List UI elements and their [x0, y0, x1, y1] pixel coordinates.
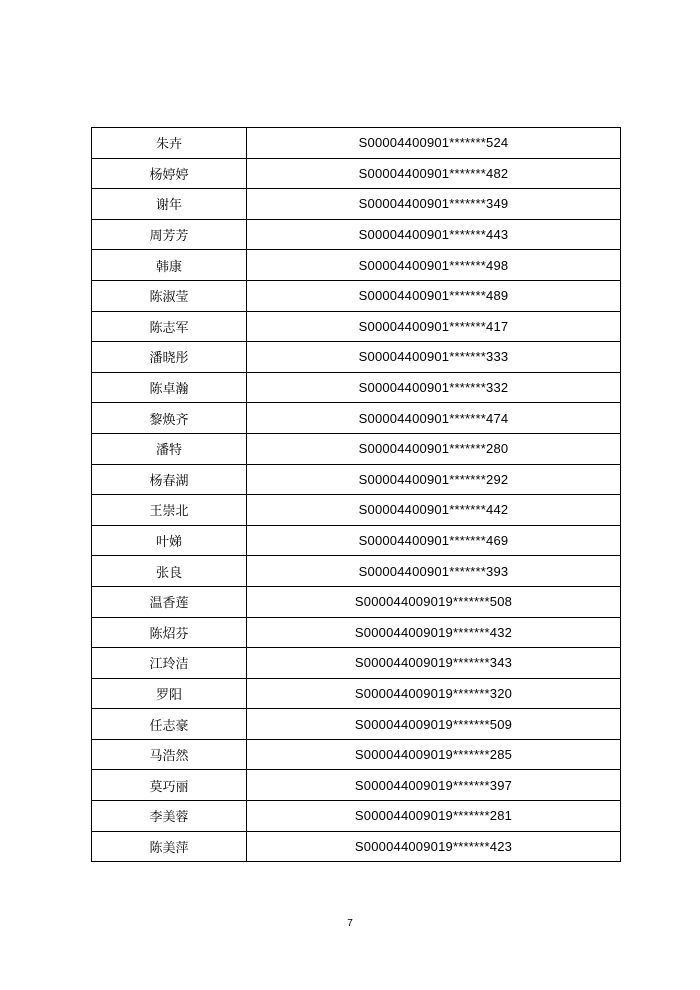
table-row	[92, 311, 621, 342]
table-row	[92, 739, 621, 770]
name-cell: 任志豪	[92, 709, 247, 740]
name-cell: 周芳芳	[92, 219, 247, 250]
name-cell: 陈卓瀚	[92, 372, 247, 403]
name-cell: 马浩然	[92, 739, 247, 770]
table-row	[92, 280, 621, 311]
table-row	[92, 128, 621, 159]
table-row	[92, 342, 621, 373]
table-row	[92, 556, 621, 587]
table-row	[92, 648, 621, 679]
table-row	[92, 678, 621, 709]
id-cell: S00004400901*******349	[247, 189, 621, 220]
roster-table-body	[92, 128, 621, 862]
table-row	[92, 158, 621, 189]
id-cell: S000044009019*******509	[247, 709, 621, 740]
id-cell: S00004400901*******469	[247, 525, 621, 556]
name-cell: 莫巧丽	[92, 770, 247, 801]
name-cell: 潘晓彤	[92, 342, 247, 373]
name-cell: 罗阳	[92, 678, 247, 709]
id-cell: S000044009019*******343	[247, 648, 621, 679]
table-row	[92, 464, 621, 495]
id-cell: S000044009019*******432	[247, 617, 621, 648]
id-cell: S00004400901*******333	[247, 342, 621, 373]
name-cell: 李美蓉	[92, 801, 247, 832]
name-cell: 张良	[92, 556, 247, 587]
id-cell: S00004400901*******524	[247, 128, 621, 159]
table-row	[92, 495, 621, 526]
name-cell: 叶娣	[92, 525, 247, 556]
roster-table	[91, 127, 621, 862]
id-cell: S000044009019*******281	[247, 801, 621, 832]
name-cell: 韩康	[92, 250, 247, 281]
name-cell: 杨春湖	[92, 464, 247, 495]
name-cell: 陈淑莹	[92, 280, 247, 311]
id-cell: S00004400901*******393	[247, 556, 621, 587]
name-cell: 黎焕齐	[92, 403, 247, 434]
table-row	[92, 617, 621, 648]
name-cell: 陈志军	[92, 311, 247, 342]
table-row	[92, 433, 621, 464]
id-cell: S00004400901*******498	[247, 250, 621, 281]
id-cell: S00004400901*******489	[247, 280, 621, 311]
id-cell: S000044009019*******397	[247, 770, 621, 801]
table-row	[92, 219, 621, 250]
id-cell: S00004400901*******443	[247, 219, 621, 250]
table-row	[92, 372, 621, 403]
table-row	[92, 586, 621, 617]
table-row	[92, 709, 621, 740]
id-cell: S000044009019*******285	[247, 739, 621, 770]
table-row	[92, 525, 621, 556]
name-cell: 朱卉	[92, 128, 247, 159]
name-cell: 谢年	[92, 189, 247, 220]
name-cell: 江玲洁	[92, 648, 247, 679]
table-row	[92, 770, 621, 801]
name-cell: 王崇北	[92, 495, 247, 526]
id-cell: S00004400901*******280	[247, 433, 621, 464]
id-cell: S00004400901*******292	[247, 464, 621, 495]
id-cell: S00004400901*******482	[247, 158, 621, 189]
page-number: 7	[347, 918, 353, 929]
name-cell: 陈美萍	[92, 831, 247, 862]
table-row	[92, 250, 621, 281]
table-row	[92, 831, 621, 862]
id-cell: S000044009019*******423	[247, 831, 621, 862]
id-cell: S00004400901*******417	[247, 311, 621, 342]
id-cell: S00004400901*******442	[247, 495, 621, 526]
table-row	[92, 801, 621, 832]
id-cell: S000044009019*******508	[247, 586, 621, 617]
table-row	[92, 403, 621, 434]
name-cell: 潘特	[92, 433, 247, 464]
name-cell: 温香莲	[92, 586, 247, 617]
id-cell: S00004400901*******474	[247, 403, 621, 434]
id-cell: S000044009019*******320	[247, 678, 621, 709]
table-row	[92, 189, 621, 220]
id-cell: S00004400901*******332	[247, 372, 621, 403]
name-cell: 陈炤芬	[92, 617, 247, 648]
name-cell: 杨婷婷	[92, 158, 247, 189]
